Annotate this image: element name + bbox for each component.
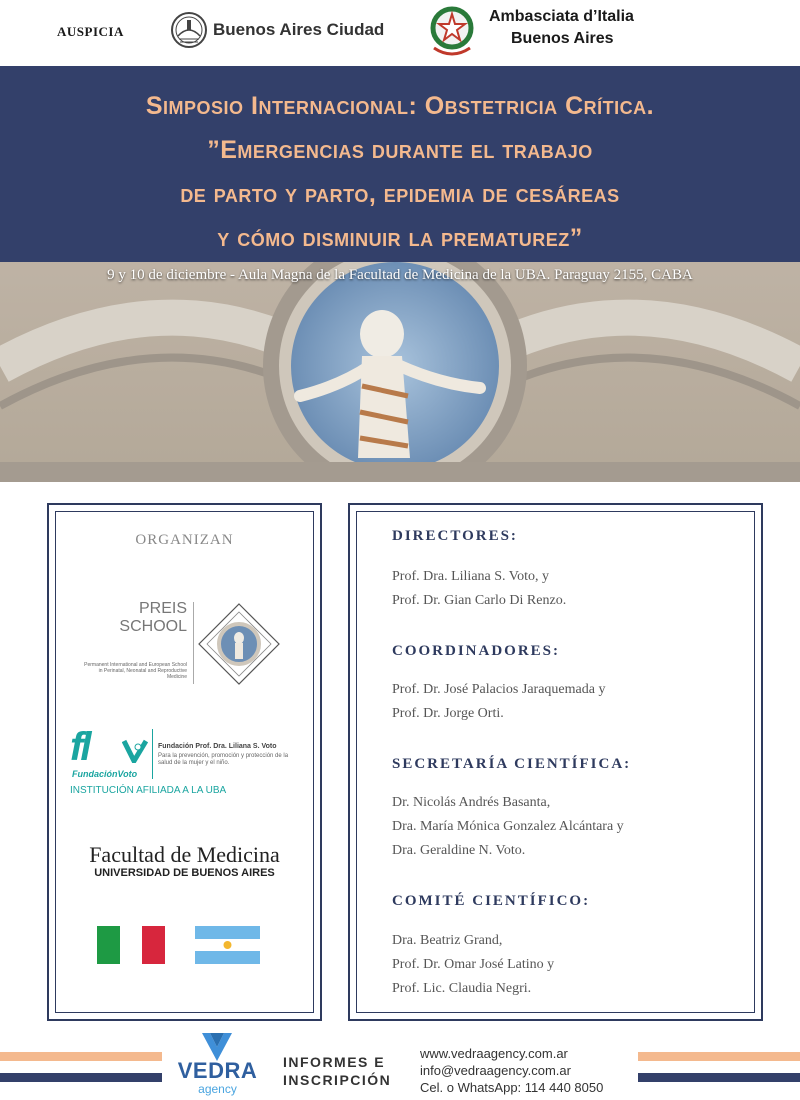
person-name: Dra. María Mónica Gonzalez Alcántara y (392, 819, 624, 834)
preis-description: Permanent International and European School in Perinatal, Neonatal and Reproductive Medicine (84, 662, 187, 680)
role-comite: COMITÉ CIENTÍFICO: (392, 893, 591, 909)
contact-info (420, 1045, 603, 1096)
role-secretaria: SECRETARÍA CIENTÍFICA: (392, 756, 632, 772)
vedra-agency-name: VEDRA (177, 1058, 258, 1083)
flv-affiliation: INSTITUCIÓN AFILIADA A LA UBA (70, 785, 227, 796)
preis-line-1: PREIS (138, 600, 187, 617)
embassy-name (489, 6, 634, 50)
fundacion-voto-logo (70, 725, 320, 800)
argentina-flag-icon (195, 926, 260, 964)
person-name: Prof. Dr. Omar José Latino y (392, 957, 555, 972)
flv-divider (152, 729, 153, 779)
names-directores (392, 565, 566, 613)
symposium-title (0, 84, 800, 260)
email-link[interactable]: info@vedraagency.com.ar (420, 1063, 571, 1078)
buenos-aires-logo-icon (170, 10, 208, 50)
title-line: Simposio Internacional: Obstetricia Crítica. (145, 92, 655, 120)
role-directores: DIRECTORES: (392, 528, 518, 544)
website-link[interactable]: www.vedraagency.com.ar (420, 1046, 568, 1061)
sponsor-header (0, 0, 800, 66)
role-coordinadores: COORDINADORES: (392, 643, 561, 659)
organizers-label: ORGANIZAN (135, 532, 234, 548)
person-name: Dr. Nicolás Andrés Basanta, (392, 795, 551, 810)
title-line: de parto y parto, epidemia de cesáreas (180, 180, 620, 208)
person-name: Prof. Lic. Claudia Negri. (392, 981, 532, 996)
title-line: ”Emergencias durante el trabajo (207, 136, 593, 164)
names-comite (392, 929, 554, 1001)
preis-school-logo (84, 600, 290, 690)
embassy-line-1: Ambasciata d’Italia (489, 8, 634, 25)
person-name: Prof. Dr. Gian Carlo Di Renzo. (392, 593, 567, 608)
footer-band (638, 1052, 800, 1061)
person-name: Prof. Dr. José Palacios Jaraquemada y (392, 682, 606, 697)
informes-line-1: INFORMES E (283, 1054, 386, 1070)
person-name: Prof. Dra. Liliana S. Voto, y (392, 569, 549, 584)
embassy-line-2: Buenos Aires (511, 30, 614, 47)
person-name: Dra. Beatriz Grand, (392, 933, 503, 948)
flv-foundation-name: Fundación Prof. Dra. Liliana S. Voto (158, 743, 277, 750)
vedra-agency-subtitle: agency (198, 1082, 237, 1096)
preis-divider (193, 602, 194, 684)
hero-section (0, 66, 800, 482)
event-date-location: 9 y 10 de diciembre - Aula Magna de la Facultad de Medicina de la UBA. Paraguay 2155, CABA (107, 267, 693, 283)
flv-description: Para la prevención, promoción y protección de la salud de la mujer y el niño. (158, 753, 289, 766)
flv-v-icon (122, 739, 148, 763)
flv-logo-text: fl (70, 725, 89, 769)
phone-number[interactable]: Cel. o WhatsApp: 114 440 8050 (420, 1080, 604, 1095)
informes-label (283, 1053, 391, 1089)
names-secretaria (392, 791, 624, 863)
flv-subtitle: FundaciónVoto (72, 769, 138, 779)
person-name: Prof. Dr. Jorge Orti. (392, 706, 504, 721)
informes-line-2: INSCRIPCIÓN (283, 1072, 392, 1088)
italy-flag-icon (97, 926, 165, 964)
names-coordinadores (392, 678, 605, 726)
buenos-aires-name: Buenos Aires Ciudad (213, 20, 385, 39)
italian-emblem-icon (428, 4, 476, 58)
footer-band (638, 1073, 800, 1082)
footer-band (0, 1052, 162, 1061)
preis-line-2: SCHOOL (119, 618, 187, 635)
preis-emblem-icon (197, 602, 281, 686)
footer-band (0, 1073, 162, 1082)
sponsor-label: AUSPICIA (57, 24, 124, 39)
faculty-university: UNIVERSIDAD DE BUENOS AIRES (94, 867, 275, 879)
title-line: y cómo disminuir la prematurez” (217, 224, 583, 252)
faculty-name: Facultad de Medicina (89, 842, 280, 867)
person-name: Dra. Geraldine N. Voto. (392, 843, 526, 858)
